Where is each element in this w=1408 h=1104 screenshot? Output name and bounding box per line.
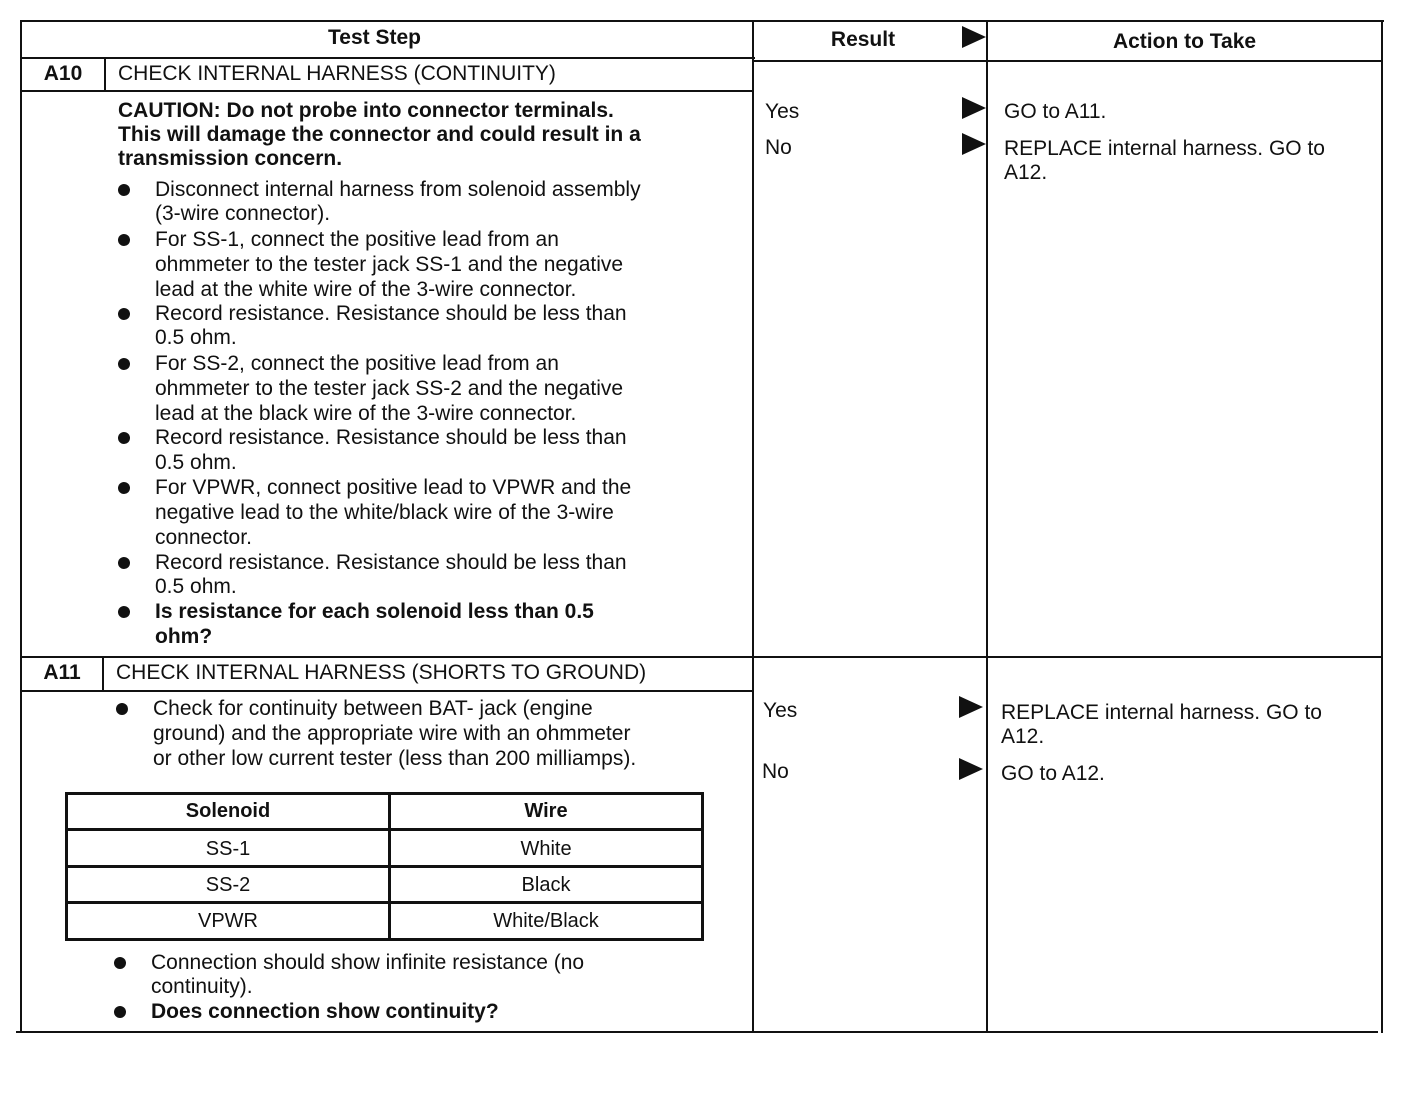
a11-result-no: No: [762, 760, 789, 783]
bullet-icon: [116, 703, 128, 715]
a11-bullet-line: or other low current tester (less than 200 milliamps).: [153, 747, 637, 770]
bullet-icon: [118, 184, 130, 196]
result-arrow-icon: [962, 133, 986, 155]
a11-step-id: A11: [43, 661, 81, 684]
a10-action-no: A12.: [1004, 161, 1048, 184]
a10-bullet-line: connector.: [155, 526, 252, 549]
bullet-icon: [118, 557, 130, 569]
a10-caution-line: transmission concern.: [118, 147, 343, 170]
table-border-right: [1381, 20, 1383, 1033]
a10-caution-line: CAUTION: Do not probe into connector terminals.: [118, 99, 614, 122]
bullet-icon: [118, 482, 130, 494]
a10-bullet-line: ohmmeter to the tester jack SS-1 and the negative: [155, 253, 624, 276]
a11-title-divider: [22, 690, 753, 692]
a10-bullet-line: ohm?: [155, 625, 213, 648]
a10-bullet-line: lead at the white wire of the 3-wire connector.: [155, 278, 577, 301]
table-cell-solenoid: SS-2: [205, 874, 251, 896]
bullet-icon: [118, 358, 130, 370]
header-result: Result: [830, 28, 896, 51]
a10-bullet-line: Is resistance for each solenoid less than 0.5: [155, 600, 594, 623]
header-arrow-icon: [962, 26, 986, 48]
a10-caution-line: This will damage the connector and could result in a: [118, 123, 641, 146]
bullet-icon: [114, 957, 126, 969]
header-test-step: Test Step: [328, 26, 421, 49]
table-border-bottom: [16, 1031, 1378, 1033]
a10-result-no: No: [765, 136, 792, 159]
a10-bullet-line: 0.5 ohm.: [155, 575, 237, 598]
a10-bullet-line: Disconnect internal harness from solenoid assembly: [155, 178, 641, 201]
a10-bullet-line: 0.5 ohm.: [155, 451, 237, 474]
a11-bullet-line: Does connection show continuity?: [151, 1000, 499, 1023]
a10-bullet-line: negative lead to the white/black wire of the 3-wire: [155, 501, 614, 524]
table-cell-wire: Black: [521, 874, 571, 896]
a10-bullet-line: (3-wire connector).: [155, 202, 331, 225]
table-cell-solenoid: SS-1: [205, 838, 251, 860]
a11-action-yes: A12.: [1001, 725, 1045, 748]
a11-bullet-line: continuity).: [151, 975, 253, 998]
a11-action-yes: REPLACE internal harness. GO to: [1001, 701, 1322, 724]
table-cell-wire: White: [520, 838, 572, 860]
a10-bullet-line: Record resistance. Resistance should be less than: [155, 426, 627, 449]
header-action: Action to Take: [1112, 30, 1257, 53]
a10-a11-divider: [22, 656, 1382, 658]
a11-step-title: CHECK INTERNAL HARNESS (SHORTS TO GROUND): [116, 661, 647, 684]
a11-bullet-line: Check for continuity between BAT- jack (engine: [153, 697, 593, 720]
a10-bullet-line: Record resistance. Resistance should be less than: [155, 302, 627, 325]
a11-id-divider: [102, 657, 104, 691]
a11-bullet-line: ground) and the appropriate wire with an ohmmeter: [153, 722, 631, 745]
a10-bullet-line: 0.5 ohm.: [155, 326, 237, 349]
table-cell-wire: White/Black: [493, 910, 599, 932]
a10-bullet-line: For SS-1, connect the positive lead from an: [155, 228, 559, 251]
a10-bullet-line: Record resistance. Resistance should be less than: [155, 551, 627, 574]
table-header-solenoid: Solenoid: [185, 800, 271, 822]
col-divider-result: [752, 20, 754, 1033]
table-border-top: [22, 20, 1384, 22]
header-divider-right: [754, 60, 1382, 62]
table-cell-solenoid: VPWR: [198, 910, 258, 932]
a11-result-yes: Yes: [763, 699, 798, 722]
table-border-left: [20, 20, 22, 1033]
a10-bullet-line: For VPWR, connect positive lead to VPWR and the: [155, 476, 632, 499]
a10-action-no: REPLACE internal harness. GO to: [1004, 137, 1325, 160]
result-arrow-icon: [959, 758, 983, 780]
col-divider-action: [986, 20, 988, 1033]
bullet-icon: [118, 606, 130, 618]
a10-bullet-line: For SS-2, connect the positive lead from an: [155, 352, 559, 375]
header-divider: [22, 57, 755, 59]
bullet-icon: [118, 308, 130, 320]
a10-id-divider: [104, 58, 106, 91]
result-arrow-icon: [959, 696, 983, 718]
a10-step-id: A10: [43, 62, 83, 85]
table-header-wire: Wire: [524, 800, 568, 822]
result-arrow-icon: [962, 97, 986, 119]
inner-table-border: [701, 792, 704, 941]
solenoid-wire-table: [65, 792, 704, 941]
bullet-icon: [118, 234, 130, 246]
a11-bullet-line: Connection should show infinite resistance (no: [151, 951, 585, 974]
a10-action-yes: GO to A11.: [1004, 100, 1107, 123]
bullet-icon: [114, 1006, 126, 1018]
a10-bullet-line: ohmmeter to the tester jack SS-2 and the negative: [155, 377, 624, 400]
a10-bullet-line: lead at the black wire of the 3-wire connector.: [155, 402, 577, 425]
a11-action-no: GO to A12.: [1001, 762, 1105, 785]
bullet-icon: [118, 432, 130, 444]
a10-step-title: CHECK INTERNAL HARNESS (CONTINUITY): [118, 62, 556, 85]
a10-result-yes: Yes: [765, 100, 800, 123]
a10-title-divider: [22, 90, 753, 92]
